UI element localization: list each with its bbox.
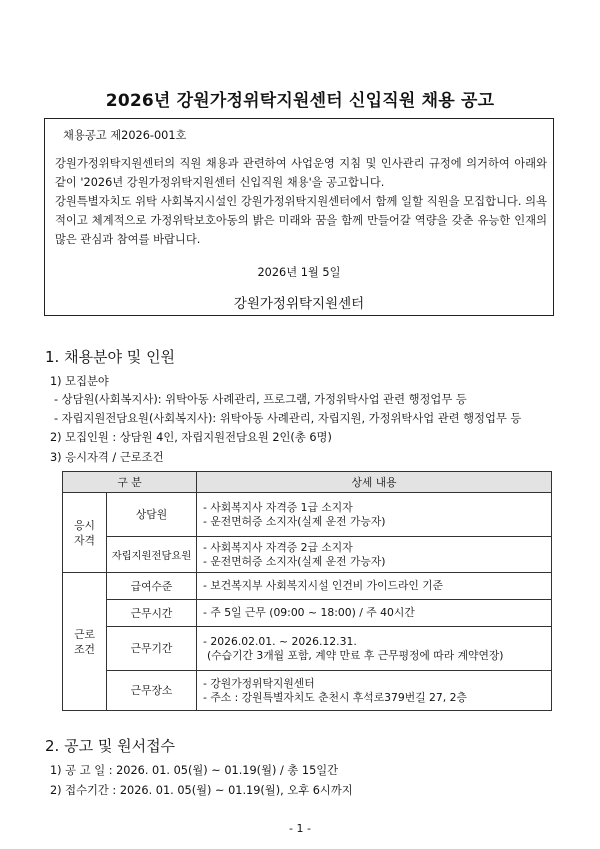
detail-line: - 운전면허증 소지자(실제 운전 가능자) (203, 554, 386, 568)
detail-line: - 주 5일 근무 (09:00 ~ 18:00) / 주 40시간 (203, 606, 415, 619)
notice-number: 채용공고 제2026-001호 (63, 129, 187, 142)
row-detail-counselor (197, 493, 552, 537)
recruit-field-independence: - 자립지원전담요원(사회복지사): 위탁아동 사례관리, 자립지원, 가정위탁사업 관련 행정업무 등 (54, 412, 522, 425)
notice-box (44, 118, 554, 316)
table-row (63, 671, 552, 711)
detail-line: - 강원가정위탁지원센터 (203, 676, 315, 690)
detail-line: - 보건복지부 사회복지시설 인건비 가이드라인 기준 (203, 579, 444, 592)
recruit-field-heading: 1) 모집분야 (50, 375, 109, 388)
qualification-heading: 3) 응시자격 / 근로조건 (50, 451, 164, 464)
detail-line: - 사회복지사 자격증 2급 소지자 (203, 540, 353, 554)
row-detail-salary (197, 573, 552, 600)
group-qualification: 응시 자격 (63, 493, 107, 573)
section-1-title: 1. 채용분야 및 인원 (45, 348, 176, 366)
table-header-row (63, 472, 552, 493)
detail-line: (수습기간 3개월 포함, 계약 만료 후 근무평정에 따라 계약연장) (207, 648, 504, 662)
row-label-independence: 자립지원전담요원 (107, 537, 197, 573)
row-label-hours: 근무시간 (107, 600, 197, 627)
row-label-counselor: 상담원 (107, 493, 197, 537)
notice-organization: 강원가정위탁지원센터 (233, 296, 365, 312)
recruit-field-counselor: - 상담원(사회복지사): 위탁아동 사례관리, 프로그램, 가정위탁사업 관련 행정업무 등 (54, 393, 467, 406)
table-row (63, 600, 552, 627)
table-row (63, 537, 552, 573)
row-label-place: 근무장소 (107, 671, 197, 711)
row-detail-independence (197, 537, 552, 573)
page-number: - 1 - (289, 822, 311, 835)
notice-date: 2026년 1월 5일 (257, 266, 341, 279)
group-conditions: 근로 조건 (63, 573, 107, 711)
table-row (63, 627, 552, 671)
table-row (63, 573, 552, 600)
row-detail-hours (197, 600, 552, 627)
row-detail-place (197, 671, 552, 711)
notice-paragraph-1: 강원가정위탁지원센터의 직원 채용과 관련하여 사업운영 지침 및 인사관리 규정에 의거하여 아래와 같이 '2026년 강원가정위탁지원센터 신입직원 채용'을 공고합니다. (55, 157, 547, 189)
page-title: 2026년 강원가정위탁지원센터 신입직원 채용 공고 (105, 91, 495, 111)
announcement-period: 1) 공 고 일 : 2026. 01. 05(월) ~ 01.19(월) / 총 15일간 (50, 764, 339, 777)
row-detail-period (197, 627, 552, 671)
row-label-period: 근무기간 (107, 627, 197, 671)
detail-line: - 2026.02.01. ~ 2026.12.31. (203, 634, 357, 648)
header-division: 구 분 (63, 472, 197, 493)
row-label-salary: 급여수준 (107, 573, 197, 600)
conditions-table (62, 471, 552, 711)
notice-paragraph-2: 강원특별자치도 위탁 사회복지시설인 강원가정위탁지원센터에서 함께 일할 직원을 모집합니다. 의욕적이고 체계적으로 가정위탁보호아동의 밝은 미래와 꿈을 함께 만들어갈 역량을 갖춘 유능한 인재의 많은 관심과 참여를 바랍니다. (55, 195, 547, 246)
detail-line: - 주소 : 강원특별자치도 춘천시 후석로379번길 27, 2층 (203, 690, 467, 704)
section-2-title: 2. 공고 및 원서접수 (45, 737, 176, 755)
header-detail: 상세 내용 (197, 472, 552, 493)
recruit-count: 2) 모집인원 : 상담원 4인, 자립지원전담요원 2인(총 6명) (50, 431, 332, 444)
detail-line: - 사회복지사 자격증 1급 소지자 (203, 500, 353, 514)
table-row (63, 493, 552, 537)
detail-line: - 운전면허증 소지자(실제 운전 가능자) (203, 514, 386, 528)
application-period: 2) 접수기간 : 2026. 01. 05(월) ~ 01.19(월), 오후 6시까지 (50, 784, 353, 797)
